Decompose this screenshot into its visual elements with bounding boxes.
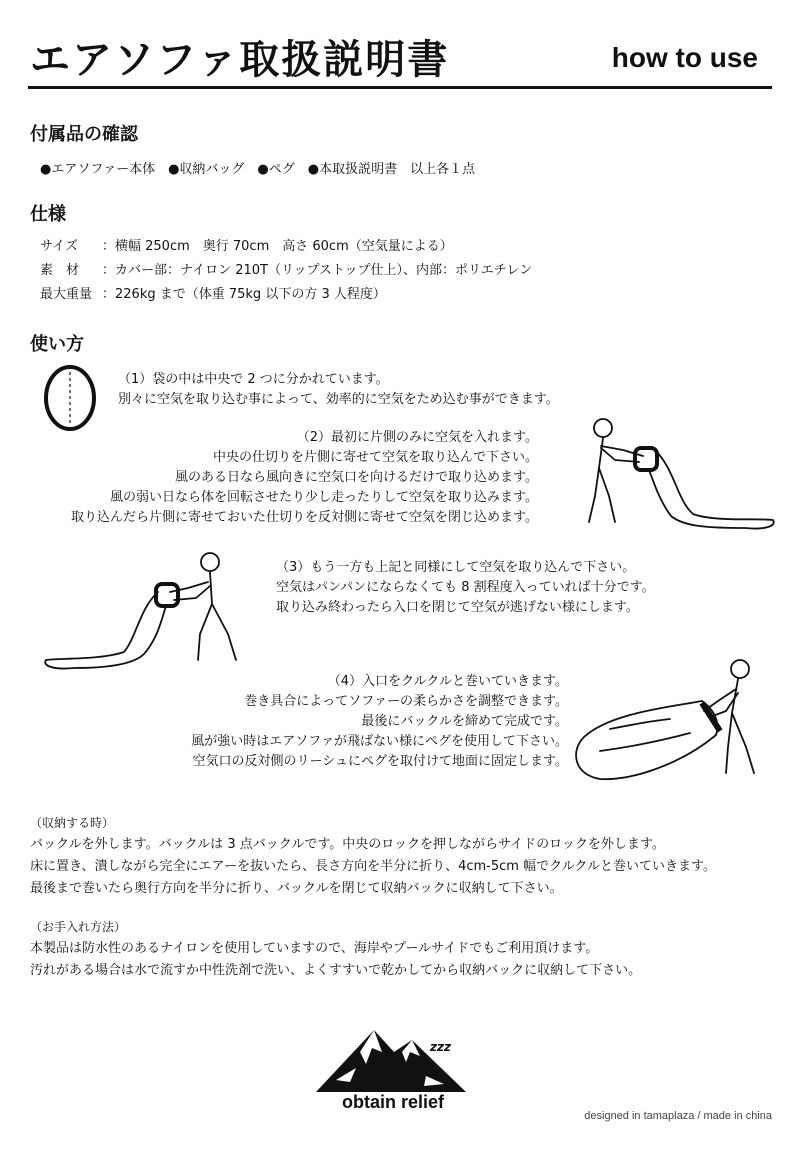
step-3 <box>276 558 655 618</box>
step-2-line: （2）最初に片側のみに空気を入れます。 <box>296 430 538 445</box>
spec-label: 素 材 <box>40 263 80 278</box>
step-4-line: 風が強い時はエアソファが飛ばない様にペグを使用して下さい。 <box>191 734 568 749</box>
step-3-line: （3）もう一方も上記と同様にして空気を取り込んで下さい。 <box>276 560 636 575</box>
step-2 <box>71 428 538 528</box>
brand-zzz: zzz <box>430 1040 451 1054</box>
step-2-line: 風の弱い日なら体を回転させたり少し走ったりして空気を取り込みます。 <box>110 490 538 505</box>
spec-label: サイズ <box>40 239 78 254</box>
mountain-logo-icon <box>316 1022 466 1094</box>
step-1-line: （1）袋の中は中央で 2 つに分かれています。 <box>118 372 389 387</box>
care-section <box>30 916 641 982</box>
step-4-line: （4）入口をクルクルと巻いていきます。 <box>327 674 568 689</box>
page-title: エアソファ取扱説明書 <box>30 37 450 83</box>
care-heading: （お手入れ方法） <box>30 920 127 934</box>
step-2-line: 風のある日なら風向きに空気口を向けるだけで取り込めます。 <box>175 470 538 485</box>
step-2-line: 取り込んだら片側に寄せておいた仕切りを反対側に寄せて空気を閉じ込めます。 <box>71 510 538 525</box>
step-4-line: 空気口の反対側のリーシュにペグを取付けて地面に固定します。 <box>192 754 568 769</box>
footer-credit: designed in tamaplaza / made in china <box>584 1110 772 1122</box>
care-line: 本製品は防水性のあるナイロンを使用していますので、海岸やプールサイドでもご利用頂けます。 <box>30 941 599 956</box>
spec-row-size <box>40 235 453 254</box>
step-2-line: 中央の仕切りを片側に寄せて空気を取り込んで下さい。 <box>212 450 538 465</box>
step-4 <box>191 672 568 772</box>
storage-line: バックルを外します。バックルは 3 点バックルです。中央のロックを押しながらサイドのロックを外します。 <box>30 837 665 852</box>
step-3-line: 取り込み終わったら入口を閉じて空気が逃げない様にします。 <box>276 600 639 615</box>
spec-value: ：横幅 250cm 奥行 70cm 高さ 60cm（空気量による） <box>102 239 453 254</box>
contents-items: ●エアソファー本体 ●収納バッグ ●ペグ ●本取扱説明書 以上各１点 <box>40 162 476 177</box>
specs-heading: 仕様 <box>30 204 66 225</box>
spec-value: ：226kg まで（体重 75kg 以下の方 3 人程度） <box>102 287 386 302</box>
spec-row-material <box>40 259 532 278</box>
usage-heading: 使い方 <box>30 334 84 355</box>
step-3-line: 空気はパンパンにならなくても 8 割程度入っていれば十分です。 <box>276 580 655 595</box>
step-1 <box>118 370 559 410</box>
contents-heading: 付属品の確認 <box>30 124 138 145</box>
storage-heading: （収納する時） <box>30 816 115 830</box>
person-rolling-sofa-illustration <box>570 655 780 785</box>
storage-section <box>30 812 716 900</box>
air-sofa-divided-icon <box>40 362 100 434</box>
person-inflating-illustration <box>565 410 780 530</box>
brand-name: obtain relief <box>341 1092 444 1112</box>
storage-line: 床に置き、潰しながら完全にエアーを抜いたら、長さ方向を半分に折り、4cm-5cm 幅でクルクルと巻いていきます。 <box>30 859 716 874</box>
storage-line: 最後まで巻いたら奥行方向を半分に折り、バックルを閉じて収納バックに収納して下さい。 <box>30 881 563 896</box>
header-divider <box>28 86 772 89</box>
spec-label: 最大重量 <box>40 287 93 302</box>
spec-value: ：カバー部：ナイロン 210T（リップストップ仕上）、内部：ポリエチレン <box>102 263 533 278</box>
step-4-line: 巻き具合によってソファーの柔らかさを調整できます。 <box>244 694 568 709</box>
care-line: 汚れがある場合は水で流すか中性洗剤で洗い、よくすすいで乾かしてから収納バックに収納して下さい。 <box>30 963 642 978</box>
person-inflating-second-side-illustration <box>40 548 260 673</box>
spec-row-max-weight <box>40 283 386 302</box>
step-1-line: 別々に空気を取り込む事によって、効率的に空気をため込む事ができます。 <box>118 392 559 407</box>
page-subtitle: how to use <box>611 42 758 73</box>
step-4-line: 最後にバックルを締めて完成です。 <box>361 714 568 729</box>
